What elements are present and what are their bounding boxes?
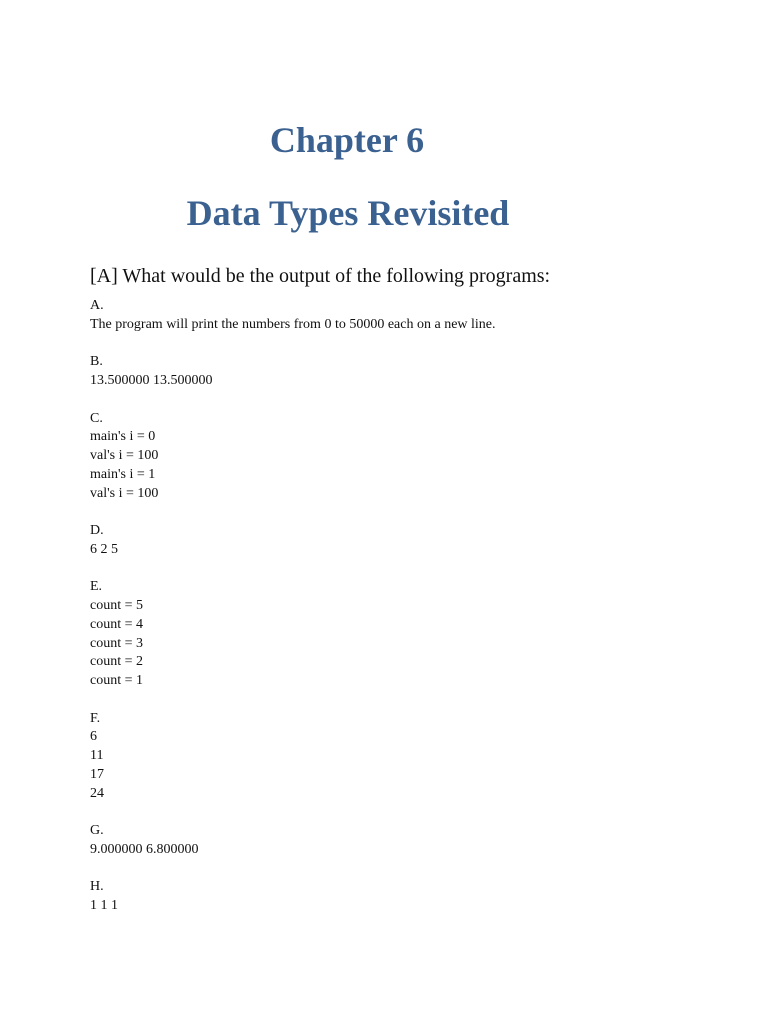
answer-e xyxy=(90,578,710,691)
answer-line: 1 1 1 xyxy=(90,898,118,913)
answer-f xyxy=(90,710,710,804)
answer-line: The program will print the numbers from 0 to 50000 each on a new line. xyxy=(90,316,496,332)
answer-line: 11 xyxy=(90,748,104,763)
answer-g xyxy=(90,822,710,860)
answer-letter: D. xyxy=(90,523,104,538)
answer-letter: C. xyxy=(90,410,103,426)
answer-line: main's i = 0 xyxy=(90,429,156,445)
answer-line: 9.000000 6.800000 xyxy=(90,841,199,857)
answer-line: count = 5 xyxy=(90,598,143,613)
answer-letter: H. xyxy=(90,879,104,895)
answer-c xyxy=(90,410,710,504)
answer-line: count = 1 xyxy=(90,673,143,688)
answer-h xyxy=(90,878,710,916)
answer-line: count = 3 xyxy=(90,635,143,651)
answer-line: main's i = 1 xyxy=(90,466,156,482)
answer-line: 6 2 5 xyxy=(90,541,118,557)
answer-letter: E. xyxy=(90,579,103,595)
chapter-title: Chapter 6 xyxy=(269,120,425,160)
answers-list xyxy=(90,297,710,935)
answer-line: 24 xyxy=(90,785,104,801)
chapter-subtitle: Data Types Revisited xyxy=(186,193,510,233)
answer-letter: G. xyxy=(90,823,104,838)
answer-line: val's i = 100 xyxy=(90,485,159,501)
answer-a xyxy=(90,297,710,335)
answer-line: 6 xyxy=(90,729,97,745)
answer-line: val's i = 100 xyxy=(90,448,159,463)
answer-d xyxy=(90,522,710,560)
answer-letter: B. xyxy=(90,354,103,370)
answer-b xyxy=(90,353,710,391)
answer-line: 13.500000 13.500000 xyxy=(90,373,213,388)
answer-line: 17 xyxy=(90,766,104,782)
answer-line: count = 2 xyxy=(90,654,143,670)
section-heading: [A] What would be the output of the following programs: xyxy=(90,265,551,287)
answer-letter: A. xyxy=(90,298,104,313)
answer-line: count = 4 xyxy=(90,616,143,632)
answer-letter: F. xyxy=(90,710,101,726)
